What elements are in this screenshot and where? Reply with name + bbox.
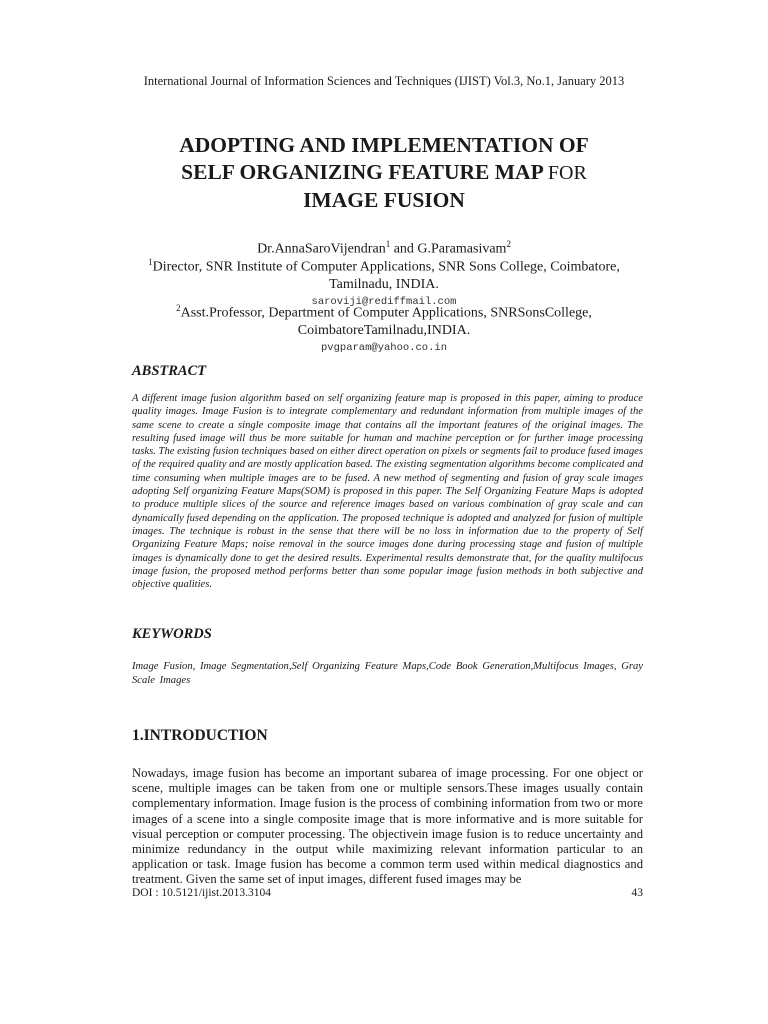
- affiliation-1-line-1: [0, 254, 768, 276]
- email-2: pvgparam@yahoo.co.in: [320, 341, 448, 354]
- affiliation-2-line-1: [0, 300, 768, 322]
- doi: DOI : 10.5121/ijist.2013.3104: [132, 887, 271, 899]
- keywords-heading: KEYWORDS: [132, 626, 212, 642]
- author-and: and: [390, 241, 418, 257]
- affiliation-2-text: Asst.Professor, Department of Computer Applications, SNRSonsCollege,: [180, 305, 592, 321]
- author-1-sup: 1: [385, 239, 391, 249]
- title-line-2-small: FOR: [547, 162, 587, 184]
- paper-title: [0, 132, 768, 214]
- journal-header: International Journal of Information Sciences and Techniques (IJIST) Vol.3, No.1, January 2013: [143, 74, 625, 88]
- title-line-3: IMAGE FUSION: [303, 188, 465, 212]
- affiliation-1-text: Director, SNR Institute of Computer Applications, SNR Sons College, Coimbatore,: [152, 259, 620, 275]
- abstract-heading: ABSTRACT: [132, 363, 207, 379]
- affiliation-2: [0, 300, 768, 357]
- title-line-2-main: SELF ORGANIZING FEATURE MAP: [181, 160, 543, 184]
- introduction-heading: 1.INTRODUCTION: [132, 727, 268, 744]
- introduction-text: Nowadays, image fusion has become an important subarea of image processing. For one object or scene, multiple images can be taken from one or multiple sensors.These images usually contain complementary information. Image fusion is the process of combining information from two or more images of a scene into a single composite image that is more informative and is more suitable for visual perception or computer processing. The objectivein image fusion is to reduce uncertainty and minimize redundancy in the output while maximizing relevant information particular to an application or task. Image fusion has become a common term used within medical diagnostics and treatment. Given the same set of input images, different fused images may be: [132, 766, 643, 887]
- affiliation-1-line-2: Tamilnadu, INDIA.: [329, 276, 439, 292]
- author-2-name: G.Paramasivam: [417, 241, 507, 257]
- page-number: 43: [631, 887, 643, 899]
- page-footer: [132, 887, 643, 899]
- affiliation-1-sup: 1: [148, 257, 153, 267]
- title-line-1: ADOPTING AND IMPLEMENTATION OF: [179, 133, 589, 157]
- affiliation-2-sup: 2: [176, 303, 181, 313]
- author-1-name: Dr.AnnaSaroVijendran: [257, 241, 386, 257]
- abstract-text: A different image fusion algorithm based on self organizing feature map is proposed in this paper, aiming to produce quality images. Image Fusion is to integrate complementary and redundant information from multiple images of the same scene to create a single composite image that contains all the important features of the original images. The resulting fused image will thus be more suitable for human and machine perception or for further image processing tasks. The existing fusion techniques based on either direct operation on pixels or segments fail to produce fused images of the required quality and are mostly application based. The existing segmentation algorithms become complicated and time consuming when multiple images are to be fused. A new method of segmenting and fusion of gray scale images adopting Self organizing Feature Maps(SOM) is proposed in this paper. The Self Organizing Feature Maps is adopted to produce multiple slices of the source and reference images based on various combination of gray scale and can dynamically fused depending on the application. The proposed technique is adopted and analyzed for fusion of multiple images. The technique is robust in the sense that there will be no loss in information due to the property of Self Organizing Feature Maps; noise removal in the source images done during processing stage and fusion of multiple images is dynamically done to get the desired results. Experimental results demonstrate that, for the quality multifocus image fusion, the proposed method performs better than some popular image fusion methods in both subjective and objective qualities.: [132, 393, 643, 591]
- affiliation-2-line-2: CoimbatoreTamilnadu,INDIA.: [297, 322, 471, 338]
- keywords-text: Image Fusion, Image Segmentation,Self Organizing Feature Maps,Code Book Generation,Multifocus Images, Gray Scale Images: [132, 661, 643, 686]
- email-1: saroviji@rediffmail.com: [311, 295, 457, 308]
- author-2-sup: 2: [506, 239, 511, 249]
- title-line-2: [0, 159, 768, 187]
